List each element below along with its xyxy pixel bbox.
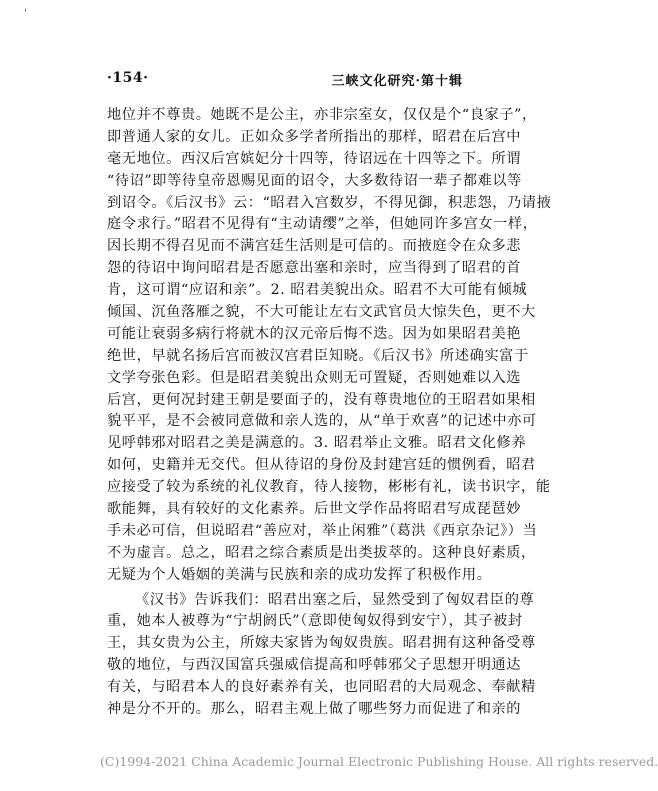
copyright-watermark: (C)1994-2021 China Academic Journal Electronic Publishing House. All rights reserved. bbox=[100, 754, 658, 769]
text-line: 王，其女贵为公主，所嫁夫家皆为匈奴贵族。昭君拥有这种备受尊 bbox=[107, 635, 536, 652]
text-line: 手未必可信，但说昭君“善应对，举止闲雅”（葛洪《西京杂记》）当 bbox=[107, 522, 538, 539]
text-line: 地位并不尊贵。她既不是公主，亦非宗室女，仅仅是个“良家子”， bbox=[107, 107, 537, 123]
text-line: 肯，这可谓“应诏和亲”。2. 昭君美貌出众。昭君不大可能有倾城 bbox=[107, 282, 528, 299]
page-header bbox=[107, 70, 463, 88]
text-line: 即普通人家的女儿。正如众多学者所指出的那样，昭君在后宫中 bbox=[107, 128, 522, 145]
journal-running-title: 三峡文化研究·第十辑 bbox=[331, 74, 463, 89]
text-line: 如何，史籍并无交代。但从待诏的身份及封建宫廷的惯例看，昭君 bbox=[107, 457, 536, 474]
text-line: “待诏”即等待皇帝恩赐见面的诏令，大多数待诏一辈子都难以等 bbox=[107, 172, 522, 189]
text-line: 可能让衰弱多病行将就木的汉元帝后悔不迭。因为如果昭君美艳 bbox=[107, 325, 522, 342]
text-line: 应接受了较为系统的礼仪教育，待人接物，彬彬有礼，读书识字，能 bbox=[107, 479, 551, 496]
text-line: 庭令求行。”昭君不见得有“主动请缨”之举，但她同许多宫女一样， bbox=[107, 216, 538, 233]
text-line: 怨的待诏中询问昭君是否愿意出塞和亲时，应当得到了昭君的首 bbox=[107, 260, 522, 277]
paragraph-2 bbox=[107, 590, 536, 721]
text-line: 歌能舞，具有较好的文化素养。后世文学作品将昭君写成琵琶妙 bbox=[107, 501, 522, 518]
page-number: ·154· bbox=[107, 70, 149, 86]
text-line: 见呼韩邪对昭君之美是满意的。3. 昭君举止文雅。昭君文化修养 bbox=[107, 435, 527, 452]
text-line: 到诏令。《后汉书》云：“昭君入宫数岁，不得见御，积悲怨，乃请掖 bbox=[107, 194, 552, 211]
text-line: 重，她本人被尊为“宁胡阏氏”（意即使匈奴得到安宁），其子被封 bbox=[107, 613, 523, 630]
text-line: 文学夸张色彩。但是昭君美貌出众则无可置疑，否则她难以入选 bbox=[107, 369, 522, 386]
text-line: 因长期不得召见而不满宫廷生活则是可信的。而掖庭令在众多悲 bbox=[107, 238, 522, 255]
text-line: 无疑为个人婚姻的美满与民族和亲的成功发挥了积极作用。 bbox=[107, 566, 492, 583]
text-line: 毫无地位。西汉后宫嫔妃分十四等，待诏远在十四等之下。所谓 bbox=[107, 150, 522, 167]
text-line: 《汉书》告诉我们：昭君出塞之后，显然受到了匈奴君臣的尊 bbox=[135, 591, 535, 608]
paragraph-1 bbox=[107, 105, 552, 587]
text-line: 不为虚言。总之，昭君之综合素质是出类拔萃的。这种良好素质， bbox=[107, 544, 536, 561]
text-line: 绝世，早就名扬后宫而被汉宫君臣知晓。《后汉书》所述确实富于 bbox=[107, 347, 529, 364]
text-line: 貌平平，是不会被同意做和亲人选的，从“单于欢喜”的记述中亦可 bbox=[107, 413, 537, 430]
text-line: 倾国、沉鱼落雁之貌，不大可能让左右文武官员大惊失色，更不大 bbox=[107, 304, 536, 321]
corner-mark: ' bbox=[24, 8, 27, 19]
text-line: 神是分不开的。那么，昭君主观上做了哪些努力而促进了和亲的 bbox=[107, 701, 522, 718]
text-line: 敬的地位，与西汉国富兵强威信提高和呼韩邪父子思想开明通达 bbox=[107, 657, 522, 674]
text-line: 有关，与昭君本人的良好素养有关，也同昭君的大局观念、奉献精 bbox=[107, 679, 536, 696]
body-text bbox=[107, 105, 552, 721]
text-line: 后宫，更何况封建王朝是要面子的，没有尊贵地位的王昭君如果相 bbox=[107, 391, 536, 408]
